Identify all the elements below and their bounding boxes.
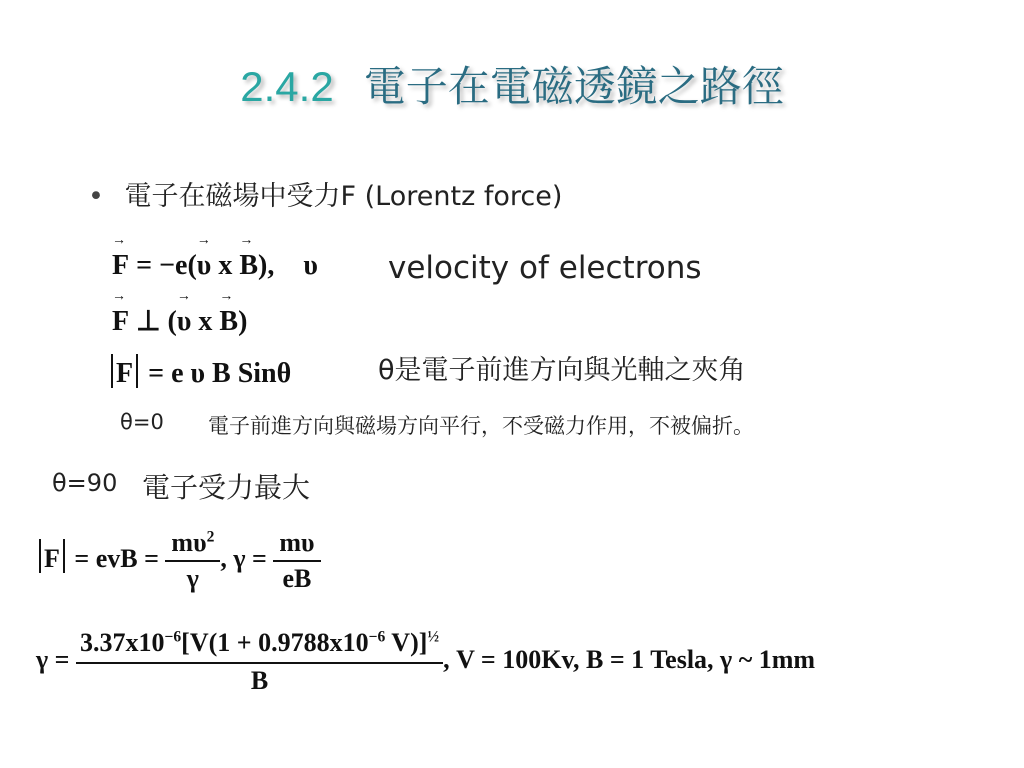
eq5-exp2: −6 — [368, 628, 386, 646]
vec-v: → υ — [197, 250, 212, 282]
abs-bar-left — [111, 354, 113, 388]
vec-v-2: → υ — [177, 306, 192, 338]
abs-bar-right — [136, 354, 138, 388]
fraction-2 — [273, 528, 320, 594]
equation-lorentz — [112, 250, 318, 282]
title-text: 電子在電磁透鏡之路徑 — [363, 62, 784, 111]
equation-gamma — [36, 628, 815, 696]
eq4-f: F — [44, 543, 60, 573]
theta-zero-text: 電子前進方向與磁場方向平行，不受磁力作用，不被偏折。 — [208, 414, 754, 438]
vec-b: → B — [239, 250, 258, 282]
frac1-den: γ — [186, 564, 199, 593]
eq5-num: 3.37x10 — [79, 628, 165, 657]
equation-magnitude — [108, 354, 291, 390]
eq1-rest: = −e( — [129, 250, 197, 281]
bullet-marker: • — [88, 181, 104, 212]
frac1-sup: 2 — [206, 528, 215, 546]
vec-f: → F — [112, 250, 129, 282]
title-number: 2.4.2 — [240, 63, 334, 110]
frac2-num: mυ — [273, 528, 320, 562]
frac2-den: eB — [282, 564, 312, 593]
fraction-1 — [165, 528, 220, 594]
vec-f-2: → F — [112, 306, 129, 338]
theta-ninety-text: 電子受力最大 — [142, 471, 311, 504]
abs-bar-right-2 — [63, 539, 65, 573]
eq5-exp1: −6 — [164, 628, 182, 646]
v-symbol: υ — [303, 250, 318, 281]
eq4-eq: = evB = — [67, 543, 166, 573]
vec-b-2: → B — [219, 306, 238, 338]
eq5-half: ½ — [427, 628, 440, 646]
eq2-perp: ⊥ ( — [129, 306, 177, 337]
fraction-3 — [76, 628, 443, 696]
equation-radius — [36, 528, 321, 594]
theta-zero-label: θ=0 — [120, 410, 164, 434]
eq3-f: F — [116, 358, 134, 389]
eq5-den: B — [250, 666, 269, 695]
equation-perpendicular — [112, 304, 247, 338]
abs-bar-left-2 — [39, 539, 41, 573]
eq5-num-b: [V(1 + 0.9788x10 — [181, 628, 369, 657]
eq2-close: ) — [238, 306, 248, 337]
eq2-x: x — [191, 306, 220, 337]
eq4-mid: , γ = — [220, 543, 274, 573]
eq5-tail: , V = 100Kv, B = 1 Tesla, γ ~ 1mm — [443, 644, 816, 674]
eq5-lhs: γ = — [36, 644, 76, 674]
theta-ninety-label: θ=90 — [52, 469, 118, 497]
eq1-x: x — [211, 250, 240, 281]
frac1-num: mυ — [171, 528, 207, 557]
theta-note: θ是電子前進方向與光軸之夾角 — [378, 355, 746, 386]
bullet-item — [88, 174, 562, 213]
eq3-rhs: = e υ B Sinθ — [141, 358, 292, 389]
eq5-num-c: V)] — [385, 628, 428, 657]
bullet-text: 電子在磁場中受力F (Lorentz force) — [124, 181, 563, 212]
eq1-close: ), — [258, 250, 275, 281]
slide-title — [0, 54, 1024, 114]
velocity-note: velocity of electrons — [388, 250, 702, 286]
